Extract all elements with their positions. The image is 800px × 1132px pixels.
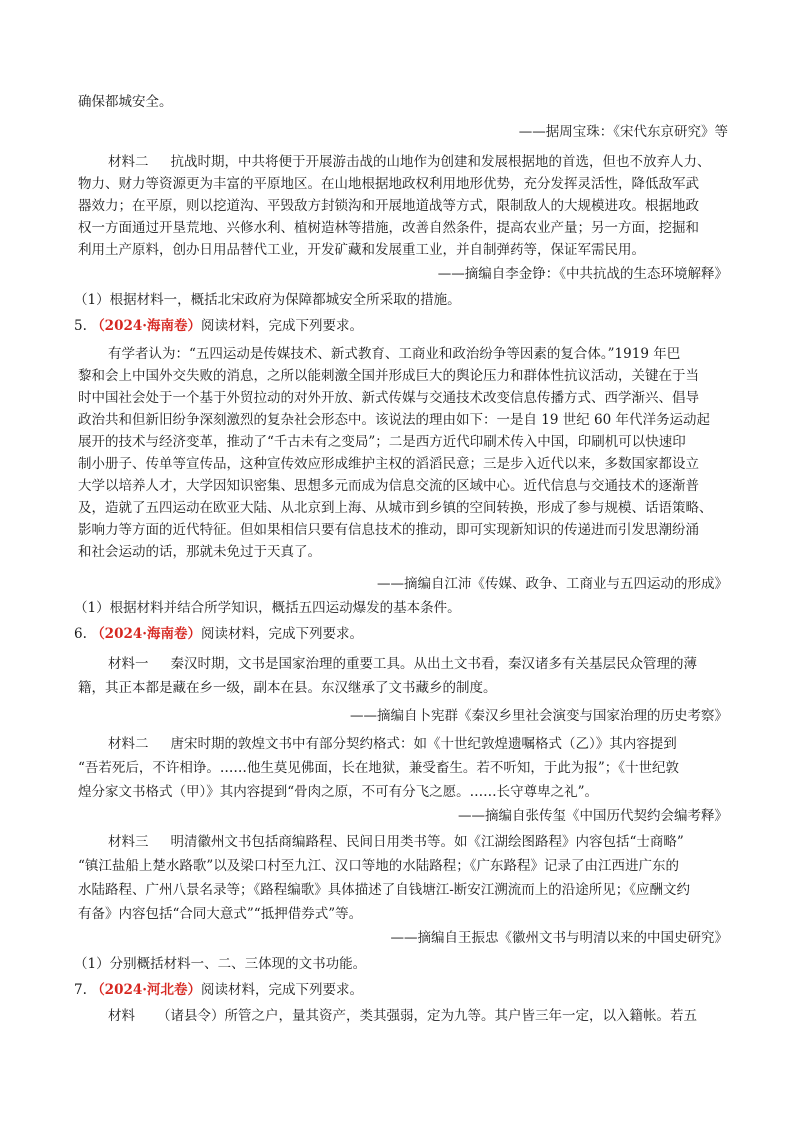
question: （1）根据材料并结合所学知识，概括五四运动爆发的基本条件。: [74, 600, 461, 616]
question-heading: [74, 316, 736, 336]
paragraph-line: [108, 152, 740, 172]
text-line: “吾若死后，不许相诤。……他生莫见佛面，长在地狱，兼受畜生。若不听知，于此为报”；《十世纪敦: [78, 760, 680, 776]
citation: ——据周宝珠：《宋代东京研究》等: [518, 124, 728, 140]
citation: ——摘编自卜宪群《秦汉乡里社会演变与国家治理的历史考察》: [350, 708, 728, 724]
question-number: 5.: [74, 318, 87, 334]
text-line: 影响力等方面的近代特征。但如果相信只要有信息技术的推动，即可实现新知识的传递进而引发思潮纷涌: [78, 522, 699, 538]
citation: ——摘编自江沛《传媒、政争、工商业与五四运动的形成》: [377, 576, 728, 592]
paragraph-line: [108, 734, 740, 754]
material-label: 材料一: [108, 656, 149, 672]
text-line: 籍，其正本都是藏在乡一级，副本在县。东汉继承了文书藏乡的制度。: [78, 680, 497, 696]
text-line: 和社会运动的话，那就未免过于天真了。: [78, 544, 321, 560]
paragraph-line: [108, 654, 740, 674]
citation: ——摘编自王振忠《徽州文书与明清以来的中国史研究》: [390, 930, 728, 946]
text-line: 权一方面通过开垦荒地、兴修水利、植树造林等措施，改善自然条件，提高农业产量；另一方面，挖掘和: [78, 220, 699, 236]
paragraph-line: [108, 1006, 740, 1026]
material-label: 材料二: [108, 736, 149, 752]
question-heading: [74, 624, 736, 644]
question-number: 7.: [74, 982, 87, 998]
source-tag: （2024·河北卷）: [91, 982, 201, 998]
text: 唐宋时期的敦煌文书中有部分契约格式：如《十世纪敦煌遗嘱格式（乙）》其内容提到: [170, 736, 677, 752]
text-line: 大学以培养人才，大学因知识密集、思想多元而成为信息交流的区域中心。近代信息与交通技术的逐渐普: [78, 478, 699, 494]
instruction: 阅读材料，完成下列要求。: [200, 318, 363, 334]
text-line: 器效力；在平原，则以挖道沟、平毁敌方封锁沟和开展地道战等方式，限制敌人的大规模进攻。根据地政: [78, 198, 699, 214]
text: 秦汉时期，文书是国家治理的重要工具。从出土文书看，秦汉诸多有关基层民众管理的薄: [170, 656, 697, 672]
question: （1）根据材料一，概括北宋政府为保障都城安全所采取的措施。: [74, 292, 461, 308]
material-label: 材料三: [108, 834, 149, 850]
text-line: 利用土产原料，创办日用品替代工业，开发矿藏和发展重工业，并自制弹药等，保证军需民用。: [78, 242, 645, 258]
material-label: 材料: [108, 1008, 135, 1024]
text-line: “镇江盐船上楚水路歌”以及梁口村至九江、汉口等地的水陆路程；《广东路程》记录了由江西进广东的: [78, 858, 680, 874]
text-line: 水陆路程、广州八景名录等；《路程编歌》具体描述了自钱塘江-断安江溯流而上的沿途所见；《应酬文约: [78, 882, 691, 898]
instruction: 阅读材料，完成下列要求。: [200, 626, 363, 642]
text-line: 制小册子、传单等宣传品，这种宣传效应形成维护主权的滔滔民意；三是步入近代以来，多数国家都设立: [78, 456, 699, 472]
paragraph-line: [108, 832, 740, 852]
text-line: 时中国社会处于一个基于外贸拉动的对外开放、新式传媒与交通技术改变信息传播方式、西学渐兴、倡导: [78, 390, 699, 406]
text-line: 展开的技术与经济变革，推动了“千古未有之变局”；二是西方近代印刷术传入中国，印刷机可以快速印: [78, 434, 686, 450]
text-line: 物力、财力等资源更为丰富的平原地区。在山地根据地政权利用地形优势，充分发挥灵活性，降低敌军武: [78, 176, 699, 192]
question-heading: [74, 980, 736, 1000]
source-tag: （2024·海南卷）: [91, 318, 201, 334]
text-line: 有备》内容包括“合同大意式”“抵押借券式”等。: [78, 906, 363, 922]
citation: ——摘编自张传玺《中国历代契约会编考释》: [458, 808, 728, 824]
text-line: 及，造就了五四运动在欧亚大陆、从北京到上海、从城市到乡镇的空间转换，形成了参与规模、话语策略、: [78, 500, 713, 516]
text-line: 黎和会上中国外交失败的消息，之所以能刺激全国并形成巨大的舆论压力和群体性抗议活动，关键在于当: [78, 368, 699, 384]
citation: ——摘编自李金铮：《中共抗战的生态环境解释》: [437, 266, 728, 282]
question: （1）分别概括材料一、二、三体现的文书功能。: [74, 956, 367, 972]
text: 抗战时期，中共将便于开展游击战的山地作为创建和发展根据地的首选，但也不放弃人力、: [170, 154, 711, 170]
text-line: 煌分家文书格式（甲）》其内容提到“骨肉之原，不可有分飞之愿。……长守尊卑之礼”。: [78, 784, 599, 800]
question-number: 6.: [74, 626, 87, 642]
text: （诸县令）所管之户，量其资产，类其强弱，定为九等。其户皆三年一定，以入籍帐。若五: [157, 1008, 697, 1024]
text-line: 政治共和但新旧纷争深刻激烈的复杂社会形态中。该说法的理由如下：一是自 19 世纪 60 年代洋务运动起: [78, 412, 711, 428]
text-line: 有学者认为：“五四运动是传媒技术、新式教育、工商业和政治纷争等因素的复合体。”1919 年巴: [108, 346, 681, 362]
material-label: 材料二: [108, 154, 149, 170]
source-tag: （2024·海南卷）: [91, 626, 201, 642]
text-line: 确保都城安全。: [78, 94, 173, 110]
text: 明清徽州文书包括商编路程、民间日用类书等。如《江湖绘图路程》内容包括“士商略”: [170, 834, 684, 850]
instruction: 阅读材料，完成下列要求。: [200, 982, 363, 998]
